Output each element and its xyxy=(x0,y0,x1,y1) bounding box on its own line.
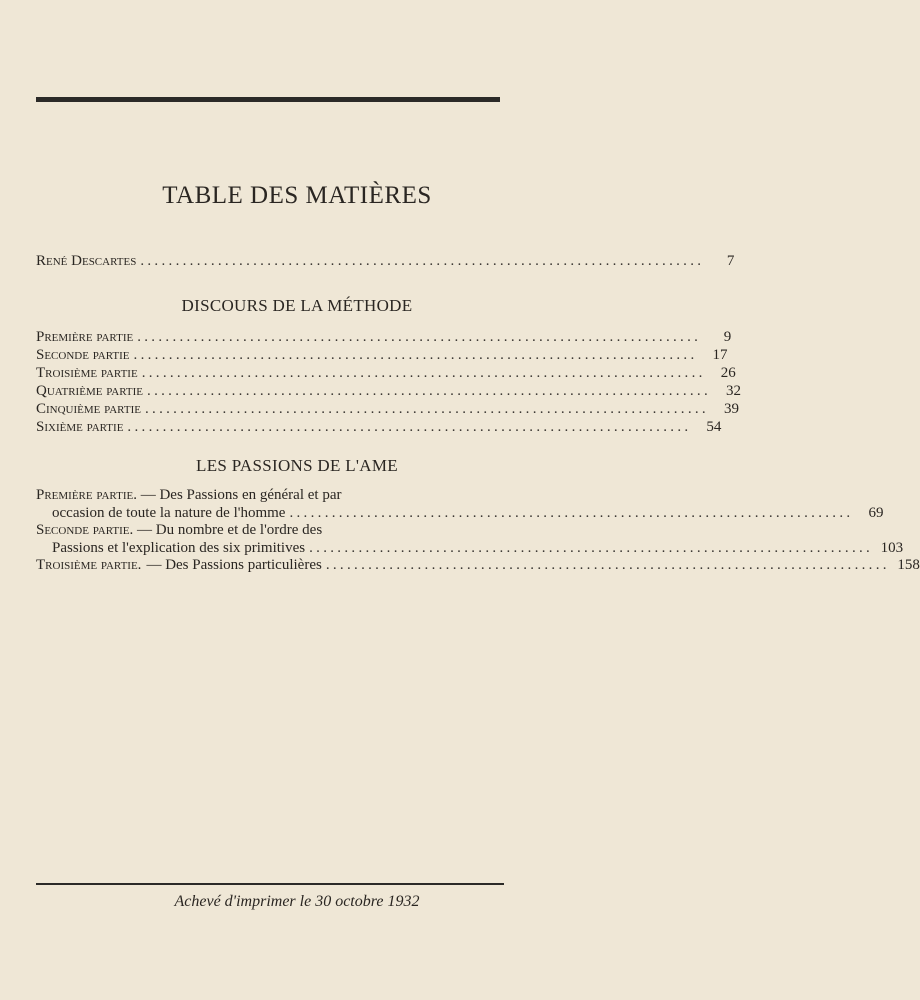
toc-entry xyxy=(36,556,920,574)
toc-entry xyxy=(52,539,904,557)
toc-entry-label: Première partie xyxy=(36,329,134,345)
toc-entry-label: Sixième partie xyxy=(36,419,124,435)
toc-entry-label: René Descartes xyxy=(36,253,137,269)
toc-entry-text: — Des Passions particulières xyxy=(146,557,322,573)
toc-entry-label: Seconde partie xyxy=(36,347,130,363)
toc-entry-page: 39 xyxy=(723,401,739,417)
toc-entry-page: 7 xyxy=(726,253,735,269)
top-rule xyxy=(36,97,500,102)
toc-entry-page: 158 xyxy=(897,557,920,573)
toc-entry xyxy=(52,504,884,522)
toc-entry-label: Cinquième partie xyxy=(36,401,141,417)
leader-dots: ................................................................................ xyxy=(140,253,705,269)
toc-entry-label: Troisième partie xyxy=(36,365,138,381)
leader-dots: ................................................................................ xyxy=(133,347,698,363)
toc-entry-page: 9 xyxy=(723,329,732,345)
colophon: Achevé d'imprimer le 30 octobre 1932 xyxy=(174,893,420,910)
toc-entry-line xyxy=(36,521,506,539)
leader-dots: ................................................................................ xyxy=(325,557,890,573)
leader-dots: ................................................................................ xyxy=(127,419,692,435)
bottom-rule xyxy=(36,883,504,885)
section-heading-discours: DISCOURS DE LA MÉTHODE xyxy=(181,296,413,315)
page-title: TABLE DES MATIÈRES xyxy=(162,182,432,209)
toc-entry-text: occasion de toute la nature de l'homme xyxy=(52,505,286,521)
toc-entry-line xyxy=(36,486,506,504)
leader-dots: ................................................................................ xyxy=(289,505,854,521)
toc-entry xyxy=(36,400,739,418)
toc-entry-intro xyxy=(36,252,735,270)
leader-dots: ................................................................................ xyxy=(147,383,712,399)
toc-entry-text: — Du nombre et de l'ordre des xyxy=(137,522,323,538)
toc-entry xyxy=(36,364,736,382)
leader-dots: ................................................................................ xyxy=(141,365,706,381)
toc-entry-label: Première partie. xyxy=(36,487,137,503)
toc-entry-page: 17 xyxy=(712,347,728,363)
toc-entry-text: Passions et l'explication des six primitives xyxy=(52,540,306,556)
leader-dots: ................................................................................ xyxy=(309,540,874,556)
toc-entry-page: 54 xyxy=(706,419,722,435)
toc-entry-page: 69 xyxy=(868,505,884,521)
toc-entry-page: 32 xyxy=(726,383,742,399)
toc-entry xyxy=(36,328,732,346)
toc-entry-label: Seconde partie. xyxy=(36,522,134,538)
toc-entry-page: 26 xyxy=(720,365,736,381)
leader-dots: ................................................................................ xyxy=(144,401,709,417)
toc-entry xyxy=(36,346,728,364)
toc-entry xyxy=(36,418,722,436)
toc-entry-page: 103 xyxy=(880,540,904,556)
toc-entry-label: Quatrième partie xyxy=(36,383,144,399)
section-heading-passions: LES PASSIONS DE L'AME xyxy=(196,456,398,475)
toc-entry-label: Troisième partie. xyxy=(36,557,142,573)
toc-entry xyxy=(36,382,742,400)
leader-dots: ................................................................................ xyxy=(137,329,702,345)
toc-entry-text: — Des Passions en général et par xyxy=(140,487,342,503)
